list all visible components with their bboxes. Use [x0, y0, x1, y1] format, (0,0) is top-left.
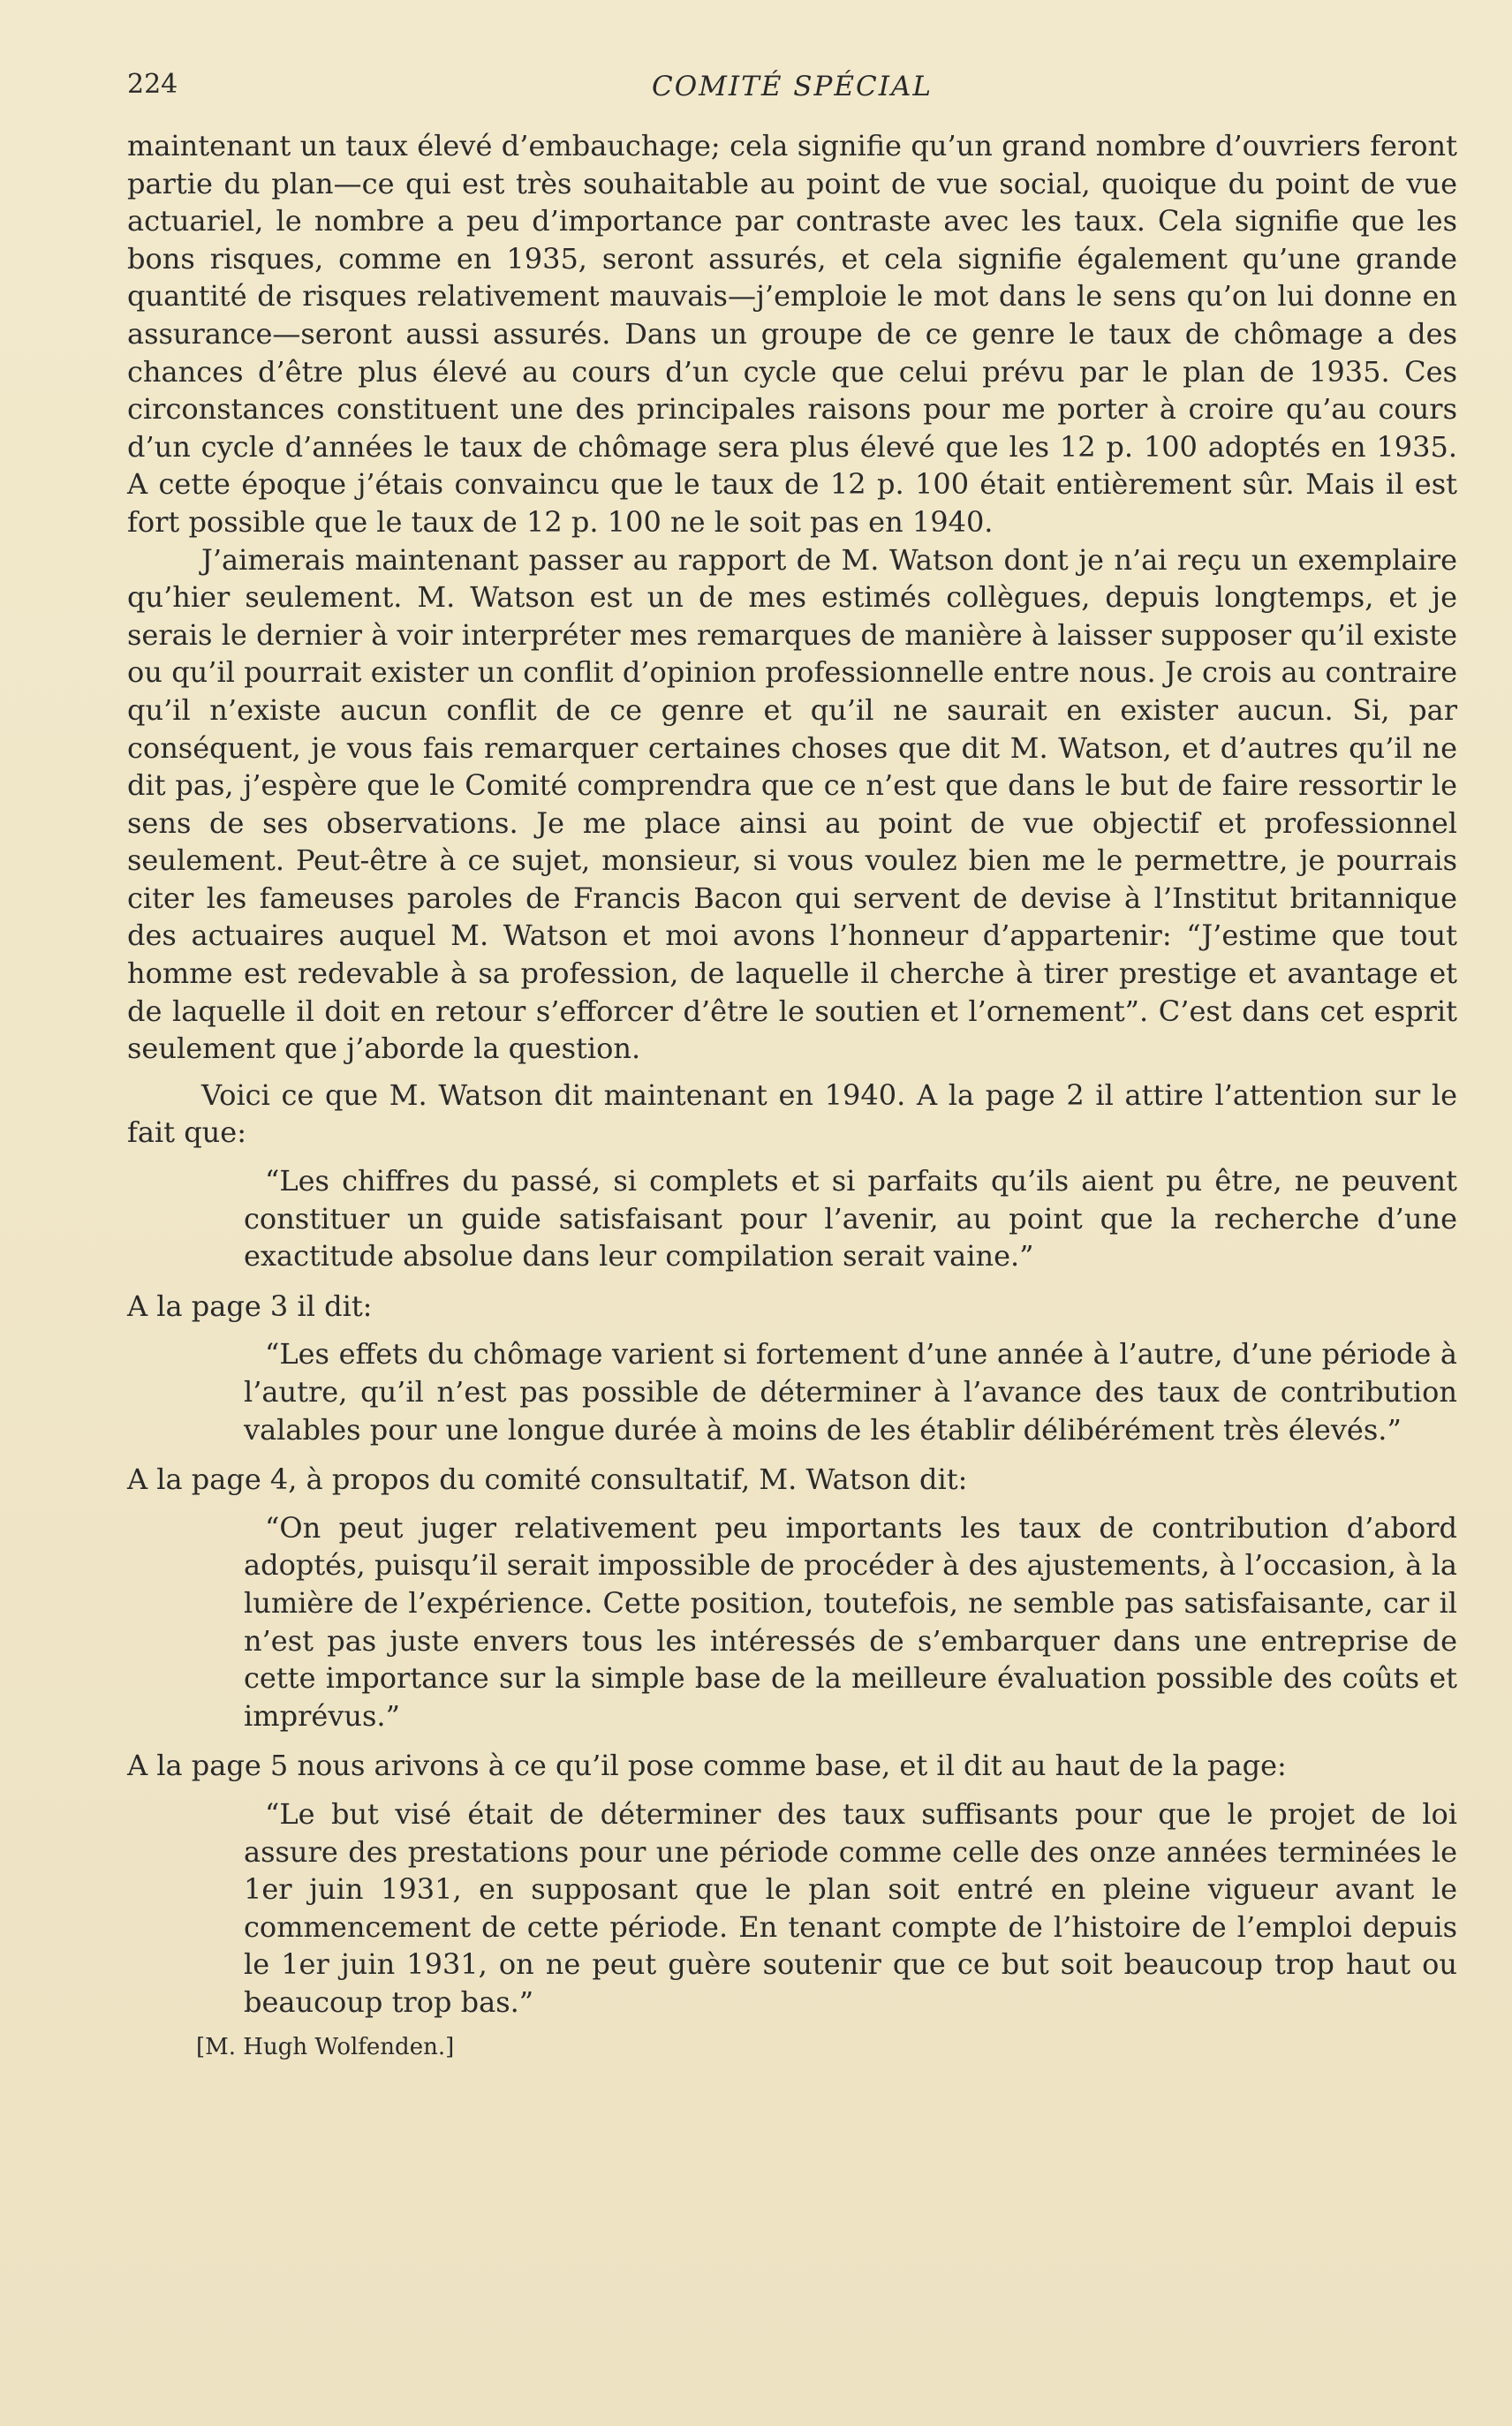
quote-2: “Les effets du chômage varient si fortement d’une année à l’autre, d’une période à l’autre, qu’il n’est pas possible de déterminer à l’avance des taux de contribution valables pour une longue durée à moins de les établir délibérément très élevés.” [244, 1337, 1457, 1447]
intro-page-3: A la page 3 il dit: [127, 1289, 373, 1323]
paragraph-3: Voici ce que M. Watson dit maintenant en 1940. A la page 2 il attire l’attention sur le fait que: [127, 1077, 1457, 1150]
quote-4: “Le but visé était de déterminer des taux suffisants pour que le projet de loi assure des prestations pour une période comme celle des onze années terminées le 1er juin 1931, en supposant que le plan soit entré en pleine vigueur avant le commencement de cette période. En tenant compte de l’histoire de l’emploi depuis le 1er juin 1931, on ne peut guère soutenir que ce but soit beaucoup trop haut ou beaucoup trop bas.” [244, 1796, 1457, 2019]
quote-3: “On peut juger relativement peu importants les taux de contribution d’abord adoptés, puisqu’il serait impossible de procéder à des ajustements, à l’occasion, à la lumière de l’expérience. Cette position, toutefois, ne semble pas satisfaisante, car il n’est pas juste envers tous les intéressés de s’embarquer dans une entreprise de cette importance sur la simple base de la meilleure évaluation possible des coûts et imprévus.” [244, 1510, 1457, 1733]
running-title: COMITÉ SPÉCIAL [652, 71, 933, 102]
quote-1: “Les chiffres du passé, si complets et si parfaits qu’ils aient pu être, ne peuvent constituer un guide satisfaisant pour l’avenir, au point que la recherche d’une exactitude absolue dans leur compilation serait vaine.” [244, 1164, 1457, 1273]
intro-page-4: A la page 4, à propos du comité consultatif, M. Watson dit: [127, 1462, 968, 1497]
page-number: 224 [127, 69, 178, 100]
intro-page-5: A la page 5 nous arivons à ce qu’il pose comme base, et il dit au haut de la page: [127, 1749, 1287, 1783]
paragraph-1: maintenant un taux élevé d’embauchage; cela signifie qu’un grand nombre d’ouvriers feront partie du plan—ce qui est très souhaitable au point de vue social, quoique du point de vue actuariel, le nombre a peu d’importance par contraste avec les taux. Cela signifie que les bons risques, comme en 1935, seront assurés, et cela signifie également qu’une grande quantité de risques relativement mauvais—j’emploie le mot dans le sens qu’on lui donne en assurance—seront aussi assurés. Dans un groupe de ce genre le taux de chômage a des chances d’être plus élevé au cours d’un cycle que celui prévu par le plan de 1935. Ces circonstances constituent une des principales raisons pour me porter à croire qu’au cours d’un cycle d’années le taux de chômage sera plus élevé que les 12 p. 100 adoptés en 1935. A cette époque j’étais convaincu que le taux de 12 p. 100 était entièrement sûr. Mais il est fort possible que le taux de 12 p. 100 ne le soit pas en 1940. [127, 129, 1457, 539]
speaker-attribution: [M. Hugh Wolfenden.] [196, 2033, 455, 2060]
running-head [127, 69, 1457, 113]
paragraph-2: J’aimerais maintenant passer au rapport de M. Watson dont je n’ai reçu un exemplaire qu’hier seulement. M. Watson est un de mes estimés collègues, depuis longtemps, et je serais le dernier à voir interpréter mes remarques de manière à laisser supposer qu’il existe ou qu’il pourrait exister un conflit d’opinion professionnelle entre nous. Je crois au contraire qu’il n’existe aucun conflit de ce genre et qu’il ne saurait en exister aucun. Si, par conséquent, je vous fais remarquer certaines choses que dit M. Watson, et d’autres qu’il ne dit pas, j’espère que le Comité comprendra que ce n’est que dans le but de faire ressortir le sens de ses observations. Je me place ainsi au point de vue objectif et professionnel seulement. Peut-être à ce sujet, monsieur, si vous voulez bien me le permettre, je pourrais citer les fameuses paroles de Francis Bacon qui servent de devise à l’Institut britannique des actuaires auquel M. Watson et moi avons l’honneur d’appartenir: “J’estime que tout homme est redevable à sa profession, de laquelle il cherche à tirer prestige et avantage et de laquelle il doit en retour s’efforcer d’être le soutien et l’ornement”. C’est dans cet esprit seulement que j’aborde la question. [127, 542, 1457, 1066]
